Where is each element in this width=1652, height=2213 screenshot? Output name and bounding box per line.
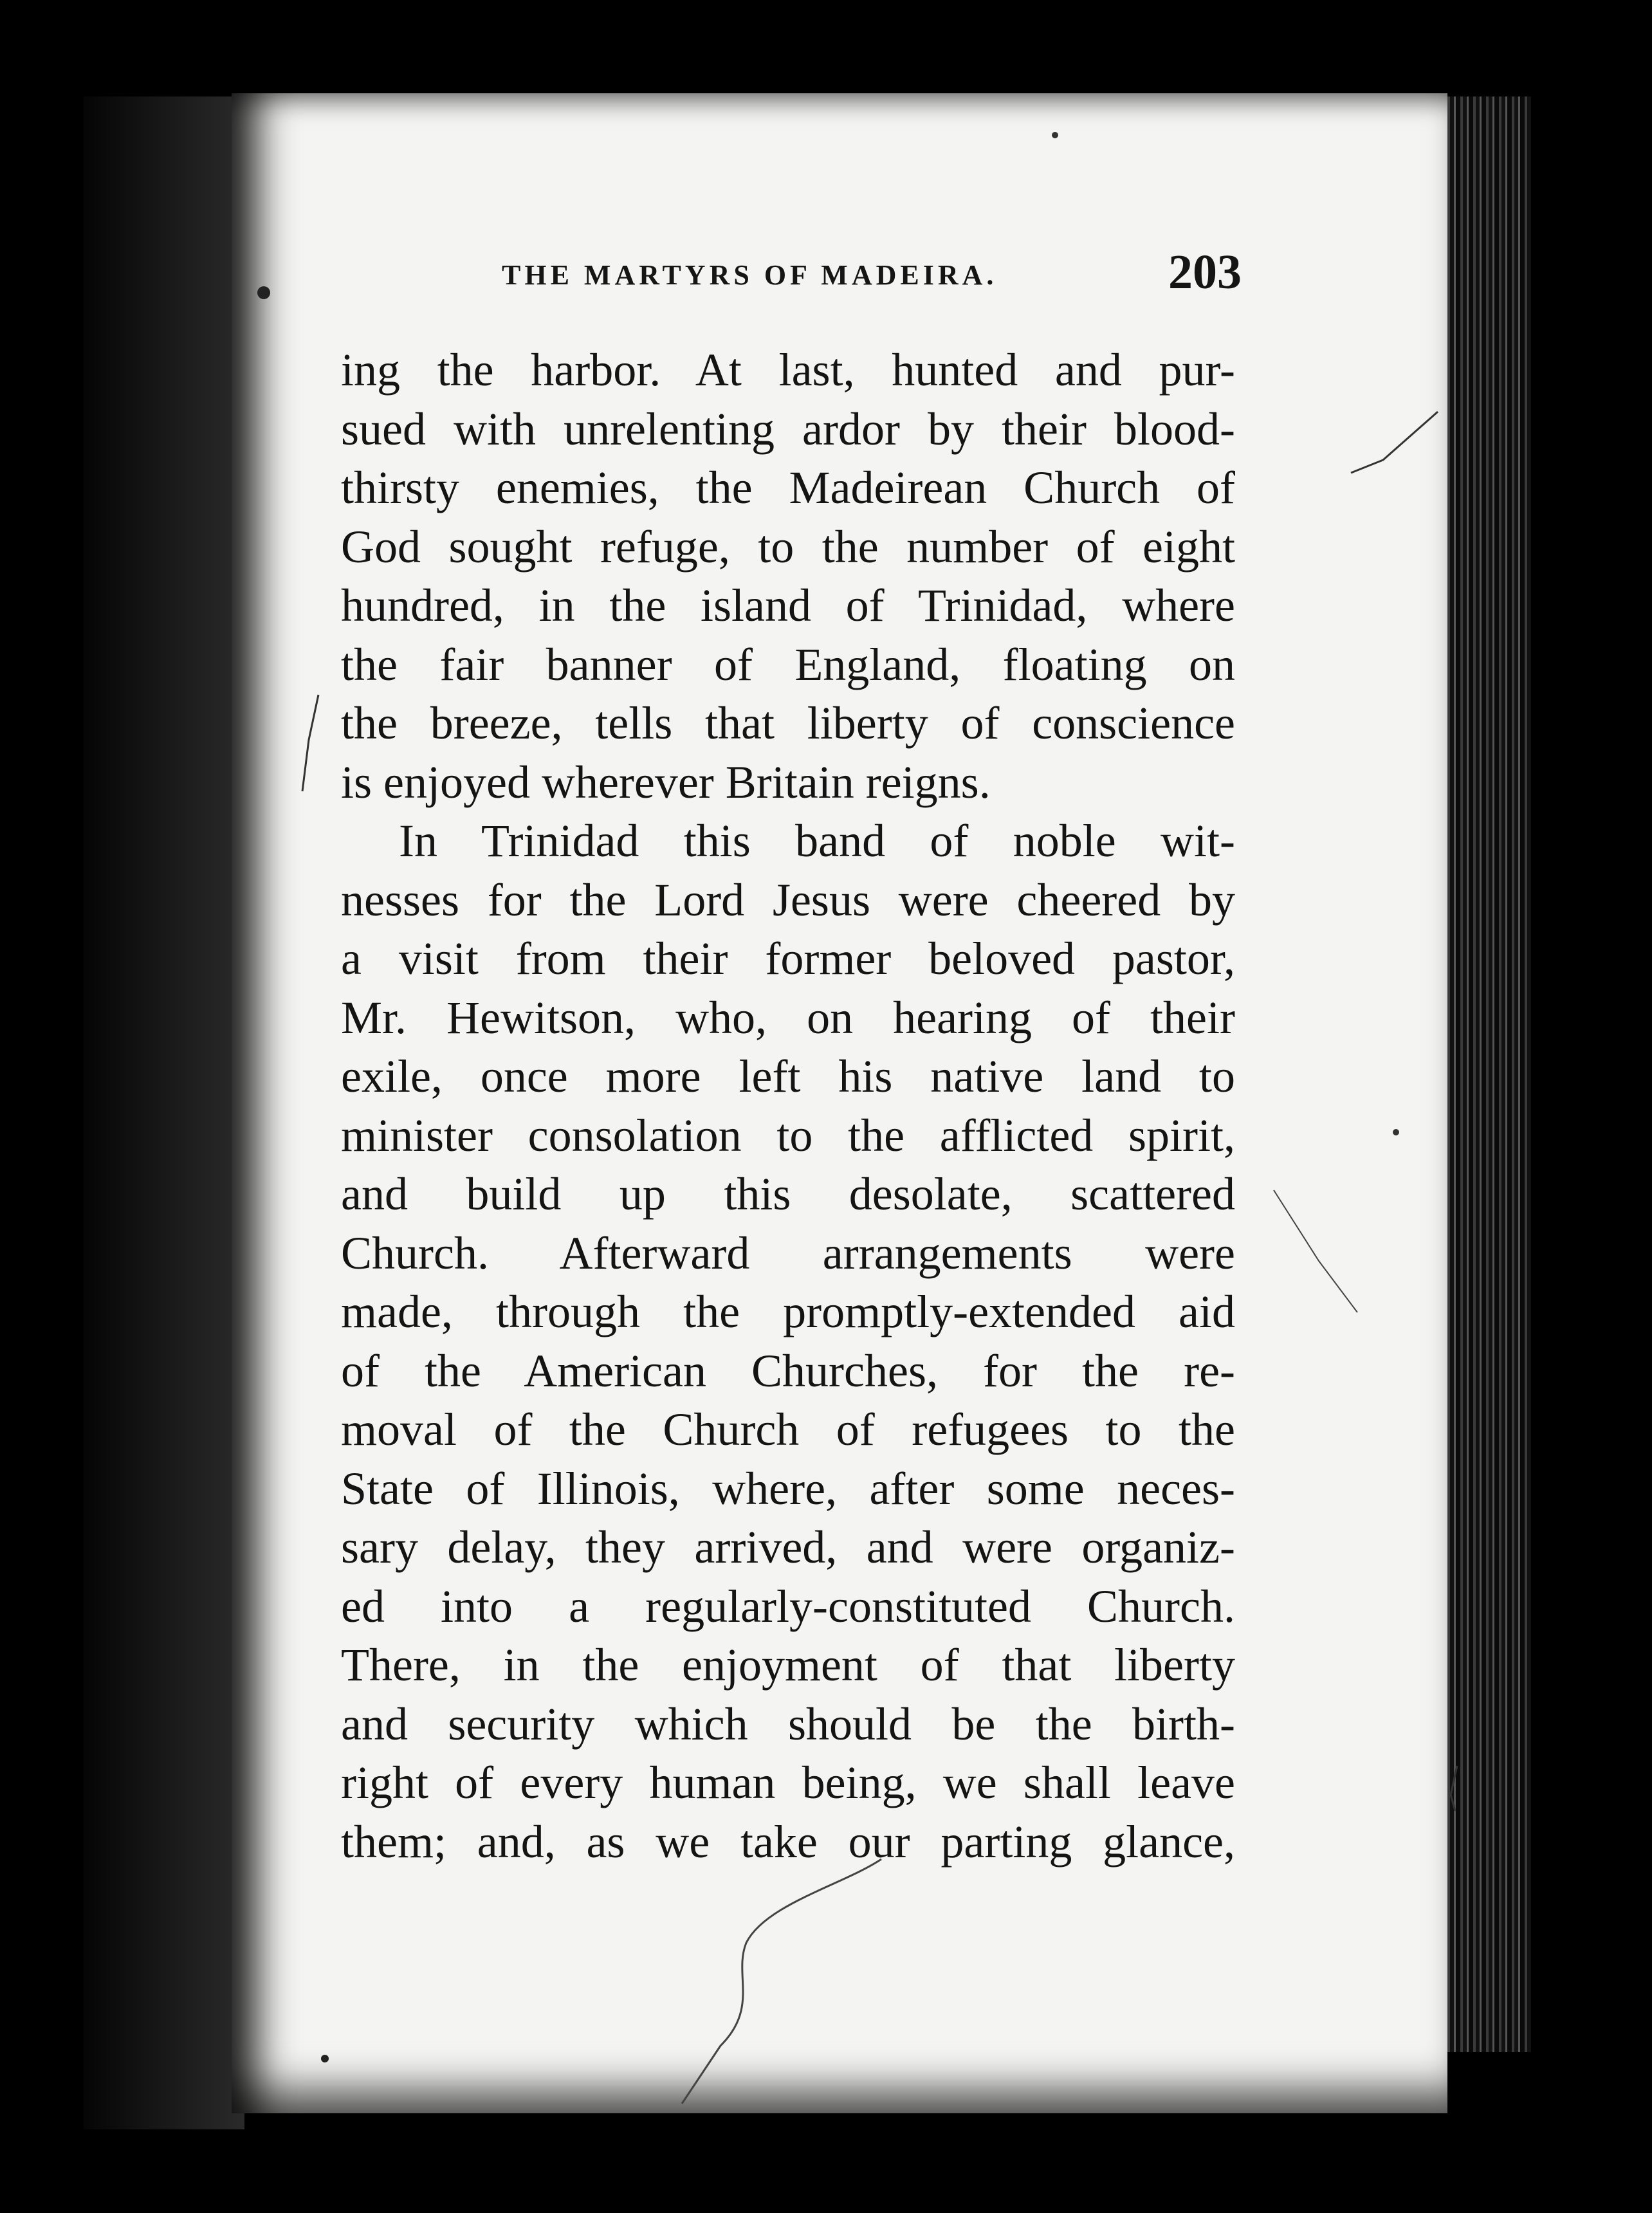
- text-line: right of every human being, we shall leave: [341, 1757, 1235, 1808]
- page-edges: [1435, 96, 1531, 2052]
- text-line: exile, once more left his native land to: [341, 1051, 1235, 1102]
- text-line: minister consolation to the afflicted spirit,: [341, 1109, 1235, 1161]
- text-line: sary delay, they arrived, and were organiz-: [341, 1521, 1235, 1573]
- text-line: nesses for the Lord Jesus were cheered by: [341, 874, 1235, 926]
- text-line: sued with unrelenting ardor by their blood-: [341, 403, 1235, 455]
- text-line: is enjoyed wherever Britain reigns.: [341, 756, 991, 808]
- text-line: made, through the promptly-extended aid: [341, 1286, 1235, 1337]
- text-line: thirsty enemies, the Madeirean Church of: [341, 462, 1235, 513]
- text-line: and build up this desolate, scattered: [341, 1168, 1235, 1220]
- text-line: hundred, in the island of Trinidad, where: [341, 580, 1235, 631]
- page-number: 203: [1168, 245, 1242, 299]
- text-line: There, in the enjoyment of that liberty: [341, 1639, 1235, 1691]
- running-title: THE MARTYRS OF MADEIRA.: [502, 259, 998, 291]
- paragraph-start-line: In Trinidad this band of noble wit-: [399, 815, 1235, 867]
- text-line: a visit from their former beloved pastor,: [341, 933, 1235, 984]
- text-line: ing the harbor. At last, hunted and pur-: [341, 344, 1235, 396]
- text-line: ed into a regularly-constituted Church.: [341, 1580, 1235, 1632]
- book-cover-shadow: [84, 96, 244, 2129]
- text-line: State of Illinois, where, after some neces-: [341, 1462, 1235, 1514]
- text-line: and security which should be the birth-: [341, 1698, 1235, 1750]
- running-head: [502, 244, 1242, 302]
- body-text: [341, 341, 1235, 1871]
- text-line: Mr. Hewitson, who, on hearing of their: [341, 991, 1235, 1043]
- text-line: them; and, as we take our parting glance,: [341, 1815, 1235, 1868]
- text-line: the fair banner of England, floating on: [341, 638, 1235, 690]
- text-line: Church. Afterward arrangements were: [341, 1227, 1235, 1279]
- text-line: of the American Churches, for the re-: [341, 1345, 1235, 1397]
- text-line: the breeze, tells that liberty of conscience: [341, 697, 1235, 749]
- text-line: moval of the Church of refugees to the: [341, 1404, 1235, 1455]
- text-line: God sought refuge, to the number of eight: [341, 520, 1235, 573]
